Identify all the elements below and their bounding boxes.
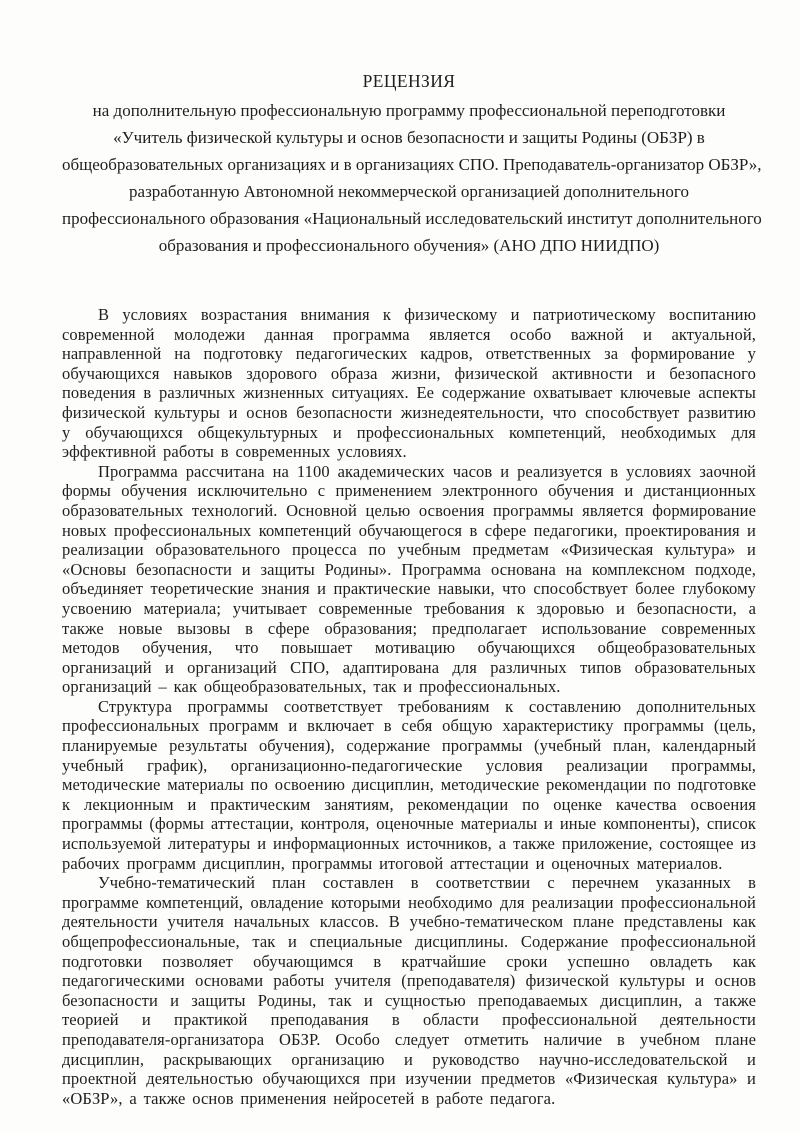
subtitle-line: образования и профессионального обучения» (АНО ДПО НИИДПО) <box>158 236 660 255</box>
body-paragraph: В условиях возрастания внимания к физическому и патриотическому воспитанию современной молодежи данная программа является особо важной и актуальной, направленной на подготовку педагогических кадров, ответственных за формирование у обучающихся навыков здорового образа жизни, физической активности и безопасного поведения в различных жизненных ситуациях. Ее содержание охватывает ключевые аспекты физической культуры и основ безопасности жизнедеятельности, что способствует развитию у обучающихся общекультурных и профессиональных компетенций, необходимых для эффективной работы в современных условиях. <box>62 305 756 462</box>
subtitle-line: профессионального образования «Национальный исследовательский институт дополнительного <box>62 209 762 228</box>
body-paragraph: Учебно-тематический план составлен в соответствии с перечнем указанных в программе компетенций, овладение которыми необходимо для реализации профессиональной деятельности учителя начальных классов. В учебно-тематическом плане представлены как общепрофессиональные, так и специальные дисциплины. Содержание профессиональной подготовки позволяет обучающимся в кратчайшие сроки успешно овладеть как педагогическими основами работы учителя (преподавателя) физической культуры и основ безопасности и защиты Родины, так и сущностью преподаваемых дисциплин, а также теорией и практикой преподавания в области профессиональной деятельности преподавателя-организатора ОБЗР. Особо следует отметить наличие в учебном плане дисциплин, раскрывающих организацию и руководство научно-исследовательской и проектной деятельностью обучающихся при изучении предметов «Физическая культура» и «ОБЗР», а также основ применения нейросетей в работе педагога. <box>62 873 756 1108</box>
body-paragraph: Программа рассчитана на 1100 академических часов и реализуется в условиях заочной формы обучения исключительно с применением электронного обучения и дистанционных образовательных технологий. Основной целью освоения программы является формирование новых профессиональных компетенций обучающегося в сфере педагогики, проектирования и реализации образовательного процесса по учебным предметам «Физическая культура» и «Основы безопасности и защиты Родины». Программа основана на комплексном подходе, объединяет теоретические знания и практические навыки, что способствует более глубокому усвоению материала; учитывает современные требования к здоровью и безопасности, а также новые вызовы в сфере образования; предполагает использование современных методов обучения, что повышает мотивацию обучающихся общеобразовательных организаций и организаций СПО, адаптирована для различных типов образовательных организаций – как общеобразовательных, так и профессиональных. <box>62 461 756 697</box>
body-paragraph: Структура программы соответствует требованиям к составлению дополнительных профессиональных программ и включает в себя общую характеристику программы (цель, планируемые результаты обучения), содержание программы (учебный план, календарный учебный график), организационно-педагогические условия реализации программы, методические материалы по освоению дисциплин, методические рекомендации по подготовке к лекционным и практическим занятиям, рекомендации по оценке качества освоения программы (формы аттестации, контроля, оценочные материалы и иные компоненты), список используемой литературы и информационных источников, а также приложение, состоящее из рабочих программ дисциплин, программы итоговой аттестации и оценочных материалов. <box>62 696 756 873</box>
subtitle-line: на дополнительную профессиональную программу профессиональной переподготовки <box>92 101 726 120</box>
subtitle-line: общеобразовательных организациях и в организациях СПО. Преподаватель-организатор ОБЗР», <box>62 155 762 174</box>
subtitle-line: разработанную Автономной некоммерческой организацией дополнительного <box>129 182 689 201</box>
document-header <box>62 68 762 259</box>
document-body <box>62 305 756 1108</box>
subtitle-line: «Учитель физической культуры и основ безопасности и защиты Родины (ОБЗР) в <box>113 128 705 147</box>
document-title: РЕЦЕНЗИЯ <box>362 71 456 91</box>
page-content <box>62 68 762 1108</box>
